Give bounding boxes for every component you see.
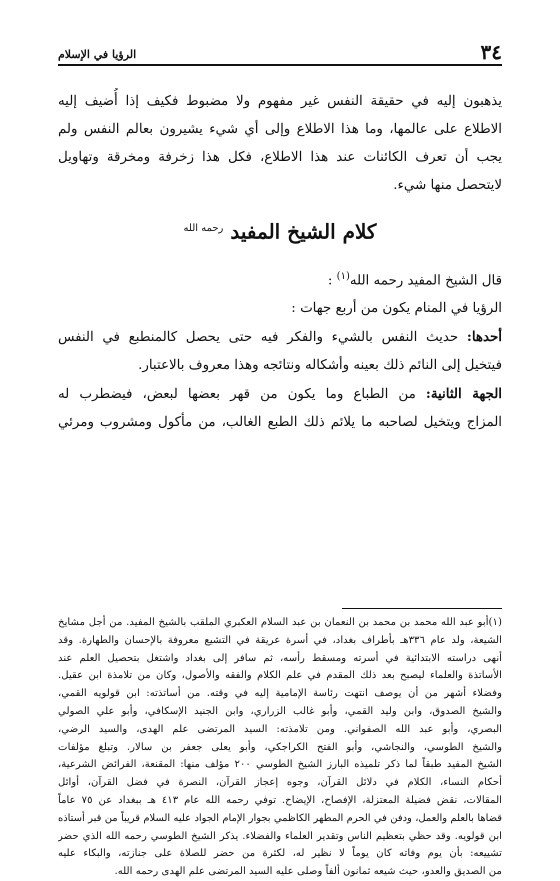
body-line: المزاج ويتخيل لصاحبه ما يلائم ذلك الطبع الغالب، من مأكول ومشروب ومرئي	[58, 415, 502, 431]
footnote	[58, 614, 502, 881]
section-heading-text: كلام الشيخ المفيد	[230, 219, 377, 244]
second-aspect-text: من الطباع وما يكون من قهر بعضها لبعض، فيضطرب له	[58, 387, 426, 403]
footnote-line: المقالات، نقض فضيلة المعتزلة، الإفصاح، الإيضاح. توفي رحمه الله عام ٤١٣ هـ ببغداد عن ٧٥ عاماً	[58, 794, 502, 806]
page-number: ٣٤	[480, 40, 502, 64]
footnote-line: والشيخ الصدوق، وابن وليد القمي، وأبو غالب الزراري، وابن الجنيد الإسكافي، وأبو علي الصولي	[58, 705, 502, 717]
first-aspect-line	[58, 323, 502, 352]
second-aspect-line	[58, 380, 502, 409]
footnote-line: قضاها بالعلم والعمل، ودفن في الحرم المطهر الكاظمي بجوار الإمام الجواد عليه السلام قريباً من قبر أستاذه	[58, 812, 502, 824]
body-line: يذهبون إليه في حقيقة النفس غير مفهوم ولا مضبوط فكيف إذا أُضيف إليه	[58, 94, 502, 109]
body-line: فيتخيل إلى النائم ذلك بعينه وأشكاله ونتائجه وهذا معروف بالاعتبار.	[138, 358, 502, 374]
footnote-divider	[342, 608, 502, 609]
footnote-line: الأساتذة والعلماء ليصبح بعد ذلك المقدم في علم الكلام والفقه والأصول، وكان من تلامذة ابن عقيل.	[58, 670, 502, 682]
body-line: يجب أن تعرف الكائنات عند هذا الاطلاع، فكل هذا زخرفة ومخرقة وتهاويل	[58, 150, 502, 165]
body-line: لايتحصل منها شيء.	[393, 178, 502, 193]
footnote-line: أحكام النساء، الكلام في دلائل القرآن، وجوه إعجاز القرآن، النصرة في فضل القرآن، أوائل	[58, 777, 502, 789]
footnote-line: من الصديق والعدو، حيث شيعه ثمانون ألفاً وصلى عليه السيد المرتضى علم الهدى رحمه الله.	[114, 866, 502, 878]
first-aspect-label: أحدها:	[466, 329, 502, 346]
page-header	[58, 38, 502, 62]
quote-colon: :	[327, 273, 333, 289]
body-line: الرؤيا في المنام يكون من أربع جهات :	[291, 301, 502, 317]
footnote-line: تشييعه: بأن يوم وفاته كان يوماً لا نظير له، لكثرة من حضر للصلاة على جنازته، والبكاء عليه	[58, 848, 502, 860]
footnote-line: (١)أبو عبد الله محمد بن محمد بن النعمان بن عبد السلام العكبري الملقب بالشيخ المفيد. من أجل مشايخ	[58, 617, 502, 628]
footnote-line: ابن قولويه. وقد حظي بتعظيم الناس وتقدير العلماء والفضلاء. يذكر الشيخ الطوسي رحمه الله الذي حضر	[58, 830, 502, 842]
footnote-line: والشيخ الطوسي، والنجاشي، وأبو الفتح الكراجكي، وأبو يعلى جعفر بن سالار. وتبلغ مؤلفات	[58, 741, 502, 753]
first-aspect-text: حديث النفس بالشيء والفكر فيه حتى يحصل كالمنطبع في النفس	[58, 330, 467, 346]
footnote-line: البصري، وأبو عبد الله الصفواني. ومن تلامذته: السيد المرتضى علم الهدى، والسيد الرضي،	[58, 723, 502, 735]
footnote-line: وفضلاء أشهر من أن يوصف انتهت رئاسة الإمامية إليه في وقته. من أساتذته: ابن قولويه القمي،	[58, 688, 502, 700]
body-line: الاطلاع على عالمها، وما هذا الاطلاع وإلى أي شيء يشيرون بعالم النفس ولم	[58, 122, 502, 137]
footnote-line: أنهى دراسته الابتدائية في أسرته ومسقط رأسه، ثم سافر إلى بغداد واشتغل بتحصيل العلم عند	[58, 652, 502, 664]
quote-intro-line	[58, 263, 502, 295]
footnote-reference: (١)	[336, 270, 350, 282]
running-title: الرؤيا في الإسلام	[58, 48, 137, 61]
header-divider	[58, 64, 502, 66]
second-aspect-label: الجهة الثانية:	[425, 386, 502, 403]
footnote-line: الشيخ المفيد طبقاً لما ذكر تلميذه البارز الشيخ الطوسي ٢٠٠ مؤلف منها: المقنعة، الفرائض الشرعية،	[58, 759, 502, 771]
footnote-line: الشيعة، ولد عام ٣٣٦هـ بأطراف بغداد، في أسرة عريقة في التشيع معروفة بالإحسان والطهارة. وقد	[58, 634, 502, 646]
section-heading	[58, 214, 502, 247]
honorific-mark: رحمه الله	[183, 223, 224, 234]
quote-intro: قال الشيخ المفيد رحمه الله	[349, 273, 502, 289]
main-text	[58, 88, 502, 437]
